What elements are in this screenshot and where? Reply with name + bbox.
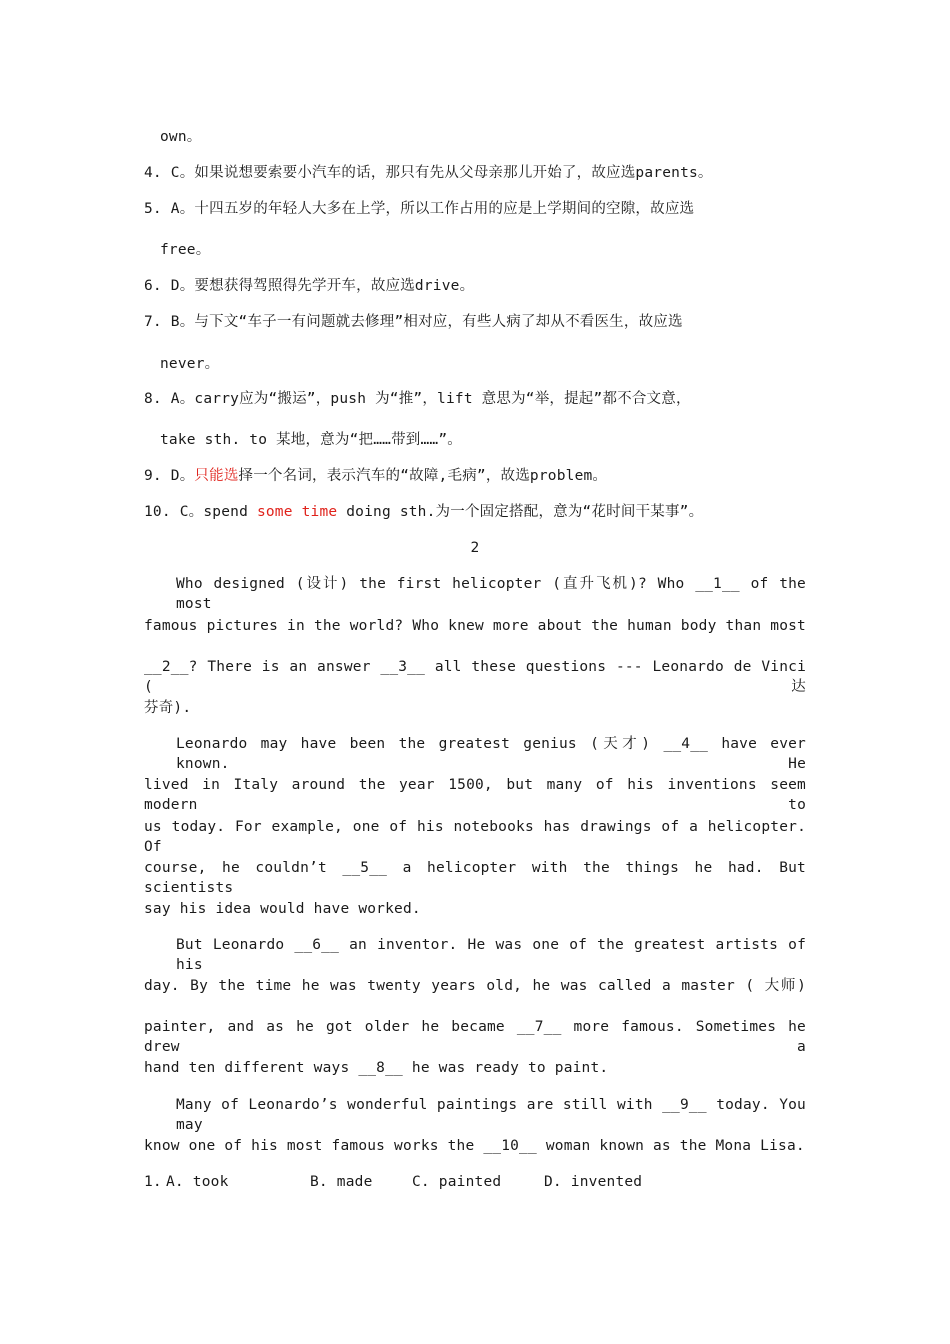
- answer-9-rest: 择一个名词，表示汽车的“故障,毛病”，故选problem。: [238, 468, 608, 484]
- answer-8-line-1: 8. A。carry应为“搬运”，push 为“推”，lift 意思为“举，提起”都不合文意，: [144, 391, 691, 407]
- section-number: 2: [470, 540, 480, 556]
- answer-8-line-2: take sth. to 某地，意为“把……带到……”。: [160, 432, 462, 448]
- question-1-option-d: D. invented: [544, 1174, 643, 1190]
- question-1: [144, 1172, 808, 1192]
- passage-p3-line-4: hand ten different ways __8__ he was ready to paint.: [144, 1060, 609, 1076]
- passage-p4-line-1: Many of Leonardo’s wonderful paintings are still with __9__ today. You may: [176, 1097, 806, 1133]
- passage-p3-line-1: But Leonardo __6__ an inventor. He was one of the greatest artists of his: [176, 937, 806, 973]
- passage-p2-line-1: Leonardo may have been the greatest genius (天才) __4__ have ever known. He: [176, 736, 806, 772]
- answer-10-highlight: some time: [256, 504, 338, 520]
- answer-3-continuation: own。: [160, 129, 202, 145]
- answer-4: 4. C。如果说想要索要小汽车的话，那只有先从父母亲那儿开始了，故应选parents。: [144, 165, 713, 181]
- passage-p2-line-3: us today. For example, one of his notebooks has drawings of a helicopter. Of: [144, 819, 806, 855]
- answer-9-prefix: 9. D。: [144, 468, 195, 484]
- passage-p1-line-4: 芬奇).: [144, 700, 192, 716]
- answer-6: 6. D。要想获得驾照得先学开车，故应选drive。: [144, 278, 475, 294]
- passage-p2-line-5: say his idea would have worked.: [144, 901, 421, 917]
- passage-p1-line-2: famous pictures in the world? Who knew more about the human body than most: [144, 618, 806, 634]
- passage-p3-line-2: day. By the time he was twenty years old, he was called a master ( 大师): [144, 978, 806, 994]
- answer-7-line-1: 7. B。与下文“车子一有问题就去修理”相对应，有些人病了却从不看医生，故应选: [144, 314, 683, 330]
- passage-p1-line-3: __2__? There is an answer __3__ all these questions --- Leonardo de Vinci (达: [144, 659, 806, 695]
- answer-5-line-2: free。: [160, 242, 211, 258]
- passage-p2-line-4: course, he couldn’t __5__ a helicopter with the things he had. But scientists: [144, 860, 806, 896]
- question-1-option-c: C. painted: [412, 1174, 502, 1190]
- passage-p2-line-2: lived in Italy around the year 1500, but many of his inventions seem modern to: [144, 777, 806, 813]
- answer-10-rest: doing sth.为一个固定搭配，意为“花时间干某事”。: [337, 504, 704, 520]
- passage-p4-line-2: know one of his most famous works the __10__ woman known as the Mona Lisa.: [144, 1138, 805, 1154]
- question-1-option-b: B. made: [310, 1174, 373, 1190]
- answer-10: [144, 502, 808, 522]
- answer-7-line-2: never。: [160, 356, 220, 372]
- question-1-number: 1.: [144, 1174, 162, 1190]
- answer-5-line-1: 5. A。十四五岁的年轻人大多在上学，所以工作占用的应是上学期间的空隙，故应选: [144, 201, 695, 217]
- passage-p3-line-3: painter, and as he got older he became __7__ more famous. Sometimes he drew a: [144, 1019, 806, 1055]
- passage-p1-line-1: Who designed (设计) the first helicopter (直升飞机)? Who __1__ of the most: [176, 576, 806, 612]
- answer-10-prefix: 10. C。spend: [144, 504, 257, 520]
- answer-9-highlight: 只能选: [194, 468, 239, 484]
- answer-9: [144, 466, 808, 486]
- question-1-option-a: A. took: [166, 1174, 229, 1190]
